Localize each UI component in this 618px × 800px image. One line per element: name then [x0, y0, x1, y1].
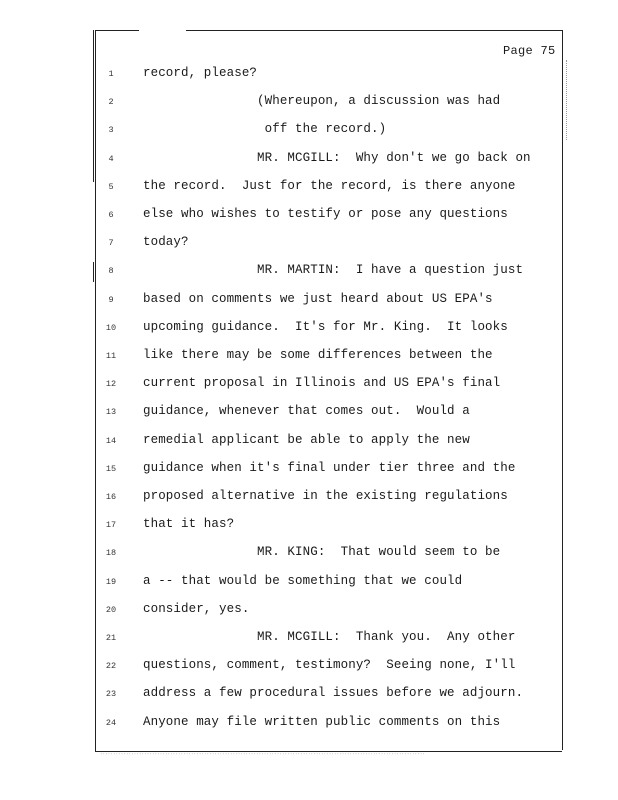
frame-right-border: [562, 30, 563, 750]
frame-left-border: [95, 30, 96, 752]
line-number: 18: [105, 548, 117, 558]
line-number: 14: [105, 436, 117, 446]
line-number: 8: [108, 266, 114, 276]
transcript-line: a -- that would be something that we could: [143, 574, 463, 588]
transcript-line: address a few procedural issues before we adjourn.: [143, 686, 524, 700]
line-number: 24: [105, 718, 117, 728]
page-number: Page 75: [503, 44, 556, 58]
margin-rule: [93, 262, 94, 282]
transcript-line: record, please?: [143, 66, 258, 80]
frame-bottom-border: [95, 751, 562, 752]
transcript-line: guidance when it's final under tier three and the: [143, 461, 516, 475]
transcript-line: today?: [143, 235, 189, 249]
transcript-line: remedial applicant be able to apply the new: [143, 433, 470, 447]
transcript-line: the record. Just for the record, is there anyone: [143, 179, 516, 193]
transcript-line: Anyone may file written public comments on this: [143, 715, 501, 729]
transcript-line: off the record.): [143, 122, 387, 136]
transcript-line: current proposal in Illinois and US EPA's final: [143, 376, 501, 390]
line-number: 2: [108, 97, 114, 107]
line-number: 4: [108, 154, 114, 164]
line-number: 1: [108, 69, 114, 79]
transcript-line: like there may be some differences between the: [143, 348, 493, 362]
transcript-line: upcoming guidance. It's for Mr. King. It looks: [143, 320, 508, 334]
transcript-line: MR. MARTIN: I have a question just: [143, 263, 524, 277]
margin-rule: [93, 30, 94, 182]
line-number: 12: [105, 379, 117, 389]
line-number: 11: [105, 351, 117, 361]
line-number: 7: [108, 238, 114, 248]
transcript-line: MR. KING: That would seem to be: [143, 545, 501, 559]
transcript-line: (Whereupon, a discussion was had: [143, 94, 501, 108]
line-number: 15: [105, 464, 117, 474]
line-number: 5: [108, 182, 114, 192]
line-number: 6: [108, 210, 114, 220]
line-number: 22: [105, 661, 117, 671]
frame-top-border-right: [186, 30, 562, 31]
transcript-line: questions, comment, testimony? Seeing none, I'll: [143, 658, 516, 672]
line-number: 17: [105, 520, 117, 530]
line-number: 13: [105, 407, 117, 417]
line-number: 19: [105, 577, 117, 587]
scan-artifact: [566, 60, 569, 140]
transcript-line: based on comments we just heard about US EPA's: [143, 292, 493, 306]
line-number: 9: [108, 295, 114, 305]
transcript-line: proposed alternative in the existing regulations: [143, 489, 508, 503]
line-number: 21: [105, 633, 117, 643]
frame-top-border-left: [95, 30, 139, 31]
transcript-line: MR. MCGILL: Thank you. Any other: [143, 630, 516, 644]
line-number: 16: [105, 492, 117, 502]
transcript-line: else who wishes to testify or pose any questions: [143, 207, 508, 221]
footer-artifact: ·····························································································································: [100, 753, 426, 757]
line-number: 20: [105, 605, 117, 615]
line-number: 23: [105, 689, 117, 699]
line-number: 10: [105, 323, 117, 333]
line-number: 3: [108, 125, 114, 135]
transcript-line: that it has?: [143, 517, 235, 531]
transcript-line: MR. MCGILL: Why don't we go back on: [143, 151, 531, 165]
transcript-line: consider, yes.: [143, 602, 250, 616]
transcript-line: guidance, whenever that comes out. Would a: [143, 404, 470, 418]
